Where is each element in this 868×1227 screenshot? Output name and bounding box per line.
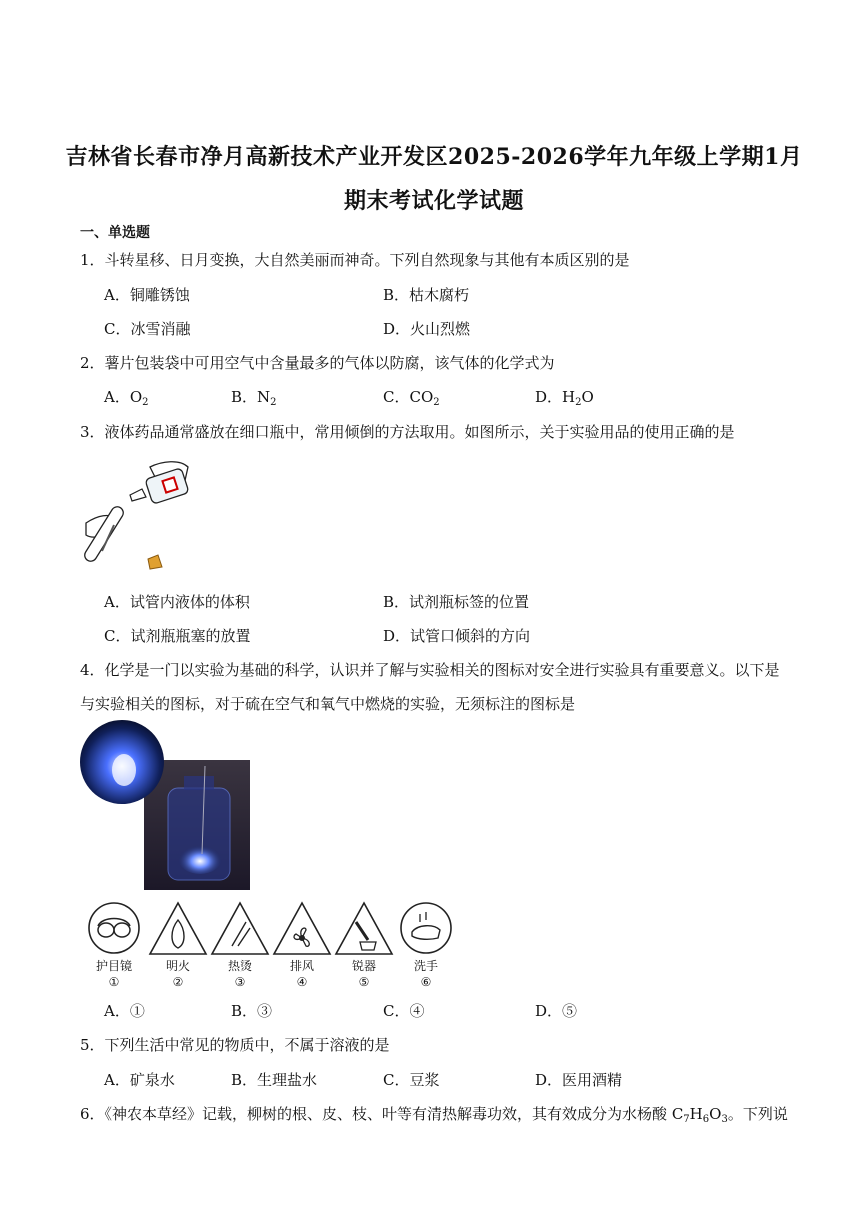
- q2-option-c: C．$CO_2$: [383, 388, 440, 408]
- sign-number-1: ①: [108, 975, 120, 989]
- title-line-2: 期末考试化学试题: [343, 188, 524, 214]
- sharp-objects-sign-icon: [336, 903, 392, 954]
- q3-option-d: D．试管口倾斜的方向: [383, 627, 531, 645]
- q5-option-d: D．医用酒精: [535, 1071, 623, 1089]
- hot-surface-sign-icon: [212, 903, 268, 954]
- question-4-stem-line-1: 4．化学是一门以实验为基础的科学，认识并了解与实验相关的图标对安全进行实验具有重要意义。以下是: [80, 661, 780, 679]
- sign-label-6: 洗手: [413, 959, 438, 973]
- q4-option-a: A．①: [104, 1002, 145, 1020]
- question-4-stem-line-2: 与实验相关的图标，对于硫在空气和氧气中燃烧的实验，无须标注的图标是: [80, 695, 576, 713]
- q4-option-d: D．⑤: [535, 1002, 578, 1020]
- q3-option-a: A．试管内液体的体积: [104, 593, 250, 611]
- ventilation-sign-icon: [274, 903, 330, 954]
- question-6-stem: 6．《神农本草经》记载，柳树的根、皮、枝、叶等有清热解毒功效，其有效成分为水杨酸 $C_7H_6O_3$。下列说: [80, 1105, 788, 1125]
- sign-label-4: 排风: [289, 959, 314, 973]
- question-1-stem: 1．斗转星移、日月变换，大自然美丽而神奇。下列自然现象与其他有本质区别的是: [80, 251, 630, 269]
- safety-signs-row: [86, 900, 460, 958]
- section-heading: 一、单选题: [80, 225, 150, 241]
- q1-option-c: C．冰雪消融: [104, 320, 191, 338]
- q2-option-b: B．$N_2$: [231, 388, 277, 408]
- q2-option-d: D．$H_2O$: [535, 388, 594, 408]
- sign-number-6: ⑥: [420, 975, 432, 989]
- q5-option-c: C．豆浆: [383, 1071, 440, 1089]
- question-2-stem: 2．薯片包装袋中可用空气中含量最多的气体以防腐，该气体的化学式为: [80, 354, 555, 372]
- q1-option-d: D．火山烈燃: [383, 320, 471, 338]
- open-flame-sign-icon: [150, 903, 206, 954]
- question-5-stem: 5．下列生活中常见的物质中，不属于溶液的是: [80, 1036, 390, 1054]
- pouring-liquid-figure: [80, 455, 200, 575]
- q4-option-b: B．③: [231, 1002, 273, 1020]
- sign-label-2: 明火: [165, 959, 190, 973]
- q2-option-a: A．$O_2$: [104, 388, 149, 408]
- hand-washing-sign-icon: [401, 903, 451, 953]
- sign-number-2: ②: [172, 975, 184, 989]
- sign-label-1: 护目镜: [95, 959, 132, 973]
- q3-option-b: B．试剂瓶标签的位置: [383, 593, 530, 611]
- title-line-1: 吉林省长春市净月高新技术产业开发区2025-2026学年九年级上学期1月: [65, 144, 803, 170]
- q5-option-a: A．矿泉水: [104, 1071, 175, 1089]
- question-3-stem: 3．液体药品通常盛放在细口瓶中，常用倾倒的方法取用。如图所示，关于实验用品的使用正确的是: [80, 423, 735, 441]
- sulfur-burning-photo: [80, 718, 252, 892]
- q3-option-c: C．试剂瓶瓶塞的放置: [104, 627, 251, 645]
- q1-option-b: B．枯木腐朽: [383, 286, 470, 304]
- sign-label-5: 锐器: [351, 959, 376, 973]
- goggles-sign-icon: [89, 903, 139, 953]
- sign-number-4: ④: [296, 975, 308, 989]
- sign-label-3: 热烫: [227, 959, 252, 973]
- q1-option-a: A．铜雕锈蚀: [104, 286, 190, 304]
- sign-number-5: ⑤: [358, 975, 370, 989]
- sign-number-3: ③: [234, 975, 246, 989]
- q5-option-b: B．生理盐水: [231, 1071, 318, 1089]
- q4-option-c: C．④: [383, 1002, 425, 1020]
